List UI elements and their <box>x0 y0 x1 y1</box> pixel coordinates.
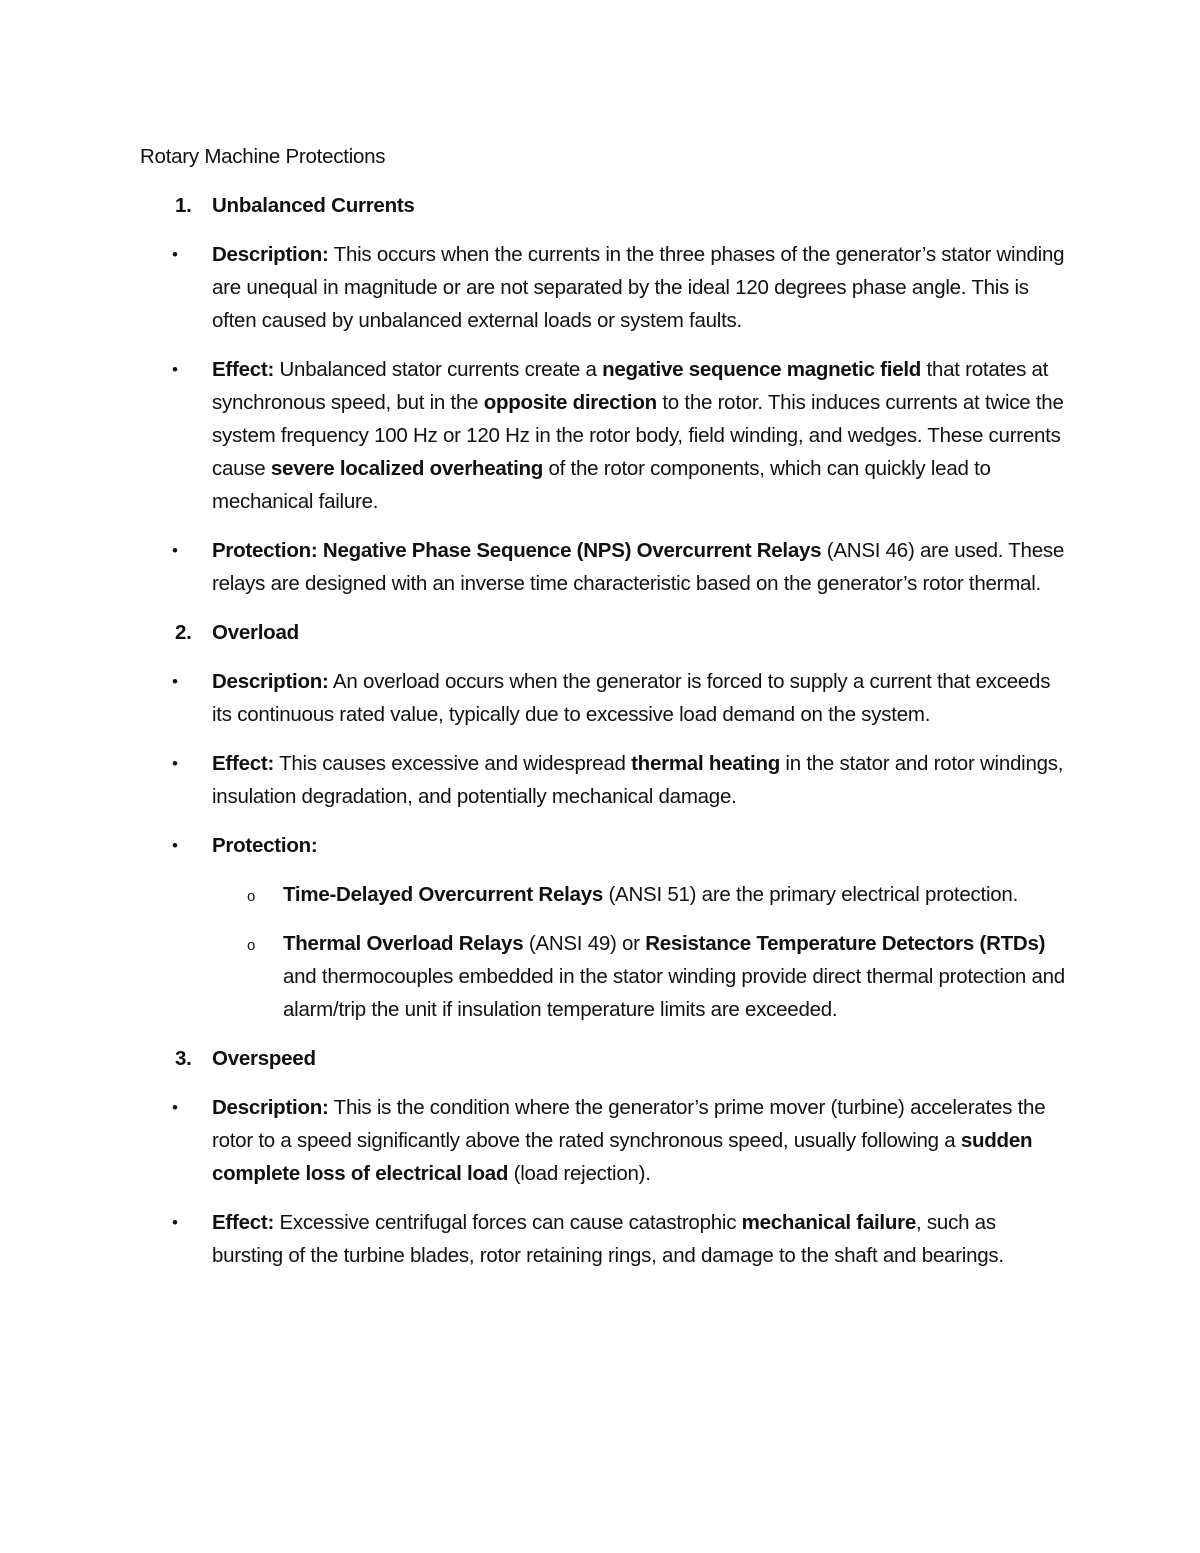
item-text: An overload occurs when the generator is forced to supply a current that exceeds its continuous rated value, typically due to excessive load demand on the system. <box>212 670 1051 726</box>
emphasis-text: thermal heating <box>631 752 780 775</box>
section-title: Overload <box>212 621 299 644</box>
emphasis-text: severe localized overheating <box>270 457 544 480</box>
section-heading-overspeed <box>140 1042 1065 1075</box>
item-text: Excessive centrifugal forces can cause catastrophic <box>274 1211 742 1234</box>
emphasis-text: mechanical failure <box>741 1211 917 1234</box>
section-heading-overload <box>140 616 1065 649</box>
bullet-icon: • <box>172 245 178 264</box>
circle-bullet-icon: o <box>247 937 256 954</box>
section-title: Overspeed <box>212 1047 316 1070</box>
item-text: (ANSI 51) are the primary electrical protection. <box>603 883 1019 906</box>
item-text: (ANSI 49) or <box>523 932 646 955</box>
item-label: Description: <box>212 243 329 266</box>
bullet-icon: • <box>172 1213 178 1232</box>
bullet-icon: • <box>172 754 178 773</box>
item-label: Description: <box>212 1096 329 1119</box>
list-item-description <box>140 238 1065 337</box>
section-number: 3. <box>175 1047 192 1070</box>
list-item-protection <box>140 534 1065 600</box>
bullet-icon: • <box>172 1098 178 1117</box>
item-label: Effect: <box>212 1211 275 1234</box>
emphasis-text: negative sequence magnetic field <box>602 358 922 381</box>
list-item-description <box>140 1091 1065 1190</box>
bullet-icon: • <box>172 541 178 560</box>
bullet-icon: • <box>172 836 178 855</box>
item-text: in the stator and rotor windings, insulation degradation, and potentially mechanical damage. <box>212 752 1064 808</box>
item-label: Protection: Negative Phase Sequence (NPS) Overcurrent Relays <box>212 539 822 562</box>
section-title: Unbalanced Currents <box>212 194 415 217</box>
item-text: This causes excessive and widespread <box>274 752 632 775</box>
bullet-icon: • <box>172 360 178 379</box>
document-page <box>140 140 1065 1288</box>
section-number: 1. <box>175 194 192 217</box>
emphasis-text: sudden complete loss of electrical load <box>212 1129 1033 1185</box>
list-item-effect <box>140 1206 1065 1272</box>
item-label: Protection: <box>212 834 318 857</box>
section-heading-unbalanced-currents <box>140 189 1065 222</box>
item-label: Effect: <box>212 358 275 381</box>
list-item-effect <box>140 747 1065 813</box>
item-text: of the rotor components, which can quickly lead to mechanical failure. <box>212 457 991 513</box>
item-text: to the rotor. This induces currents at twice the system frequency 100 Hz or 120 Hz in the rotor body, field winding, and wedges. These currents cause <box>212 391 1064 480</box>
item-label: Description: <box>212 670 329 693</box>
document-title: Rotary Machine Protections <box>140 145 386 168</box>
item-label: Effect: <box>212 752 275 775</box>
item-text: This is the condition where the generator’s prime mover (turbine) accelerates the rotor to a speed significantly above the rated synchronous speed, usually following a <box>212 1096 1046 1152</box>
circle-bullet-icon: o <box>247 888 256 905</box>
list-item-effect <box>140 353 1065 518</box>
list-item-description <box>140 665 1065 731</box>
item-text: (ANSI 46) are used. These relays are designed with an inverse time characteristic based on the generator’s rotor thermal. <box>212 539 1065 595</box>
item-text: Unbalanced stator currents create a <box>274 358 603 381</box>
sub-list-item-thermal-relays <box>140 927 1065 1026</box>
list-item-protection <box>140 829 1065 862</box>
emphasis-text: Resistance Temperature Detectors (RTDs) <box>645 932 1046 955</box>
emphasis-text: Time-Delayed Overcurrent Relays <box>283 883 604 906</box>
item-text: This occurs when the currents in the three phases of the generator’s stator winding are unequal in magnitude or are not separated by the ideal 120 degrees phase angle. This is often caused by unbalanced external loads or system faults. <box>212 243 1065 332</box>
item-text: , such as bursting of the turbine blades, rotor retaining rings, and damage to the shaft and bearings. <box>212 1211 1004 1267</box>
item-text: and thermocouples embedded in the stator winding provide direct thermal protection and alarm/trip the unit if insulation temperature limits are exceeded. <box>283 965 1065 1021</box>
emphasis-text: Thermal Overload Relays <box>283 932 524 955</box>
emphasis-text: opposite direction <box>483 391 657 414</box>
section-number: 2. <box>175 621 192 644</box>
sub-list-item-overcurrent-relays <box>140 878 1065 911</box>
bullet-icon: • <box>172 672 178 691</box>
item-text: that rotates at synchronous speed, but in the <box>212 358 1049 414</box>
item-text: (load rejection). <box>508 1162 651 1185</box>
